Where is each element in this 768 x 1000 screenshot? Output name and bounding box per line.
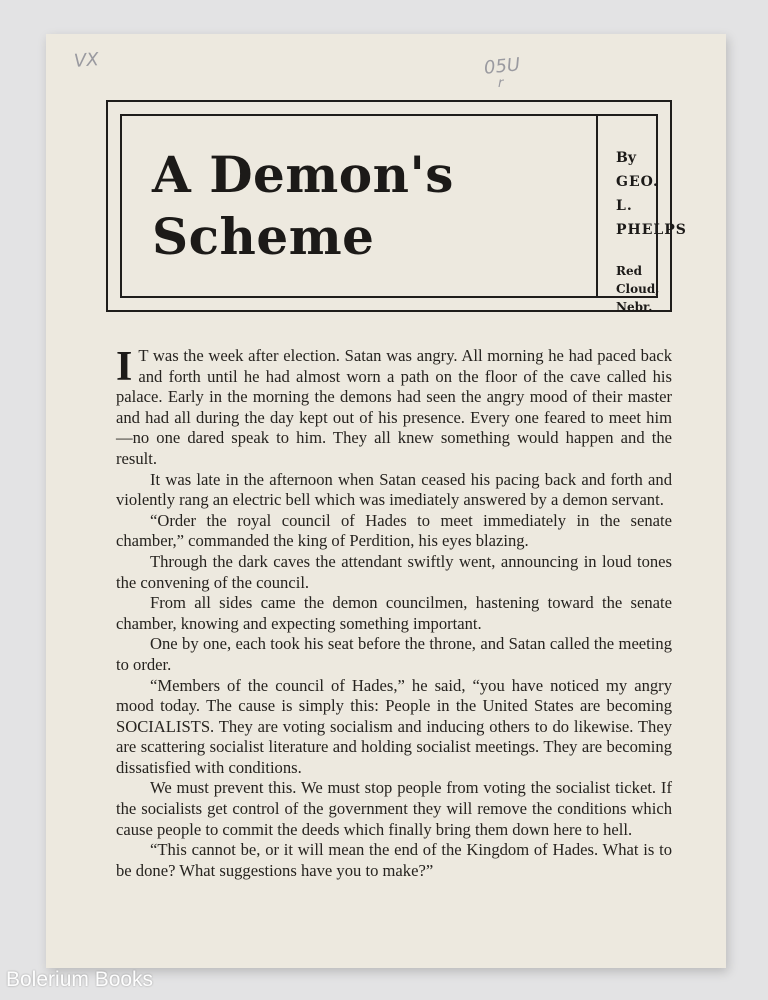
drop-cap: I	[116, 344, 133, 390]
title-line-1: A Demon's	[152, 145, 454, 204]
paragraph-4: Through the dark caves the attendant swiftly went, announcing in loud tones the convening of the council.	[116, 551, 672, 592]
author-name	[616, 170, 687, 242]
paragraph-8: We must prevent this. We must stop people from voting the socialist ticket. If the socialists get control of the government they will remove the conditions which cause people to commit the deeds which finally bring them down here to hell.	[116, 778, 672, 839]
place-line-1: Red Cloud,	[616, 264, 660, 296]
paragraph-6: One by one, each took his seat before the throne, and Satan called the meeting to order.	[116, 634, 672, 674]
pencil-mark-code: 05U	[483, 54, 522, 79]
paragraph-9: “This cannot be, or it will mean the end of the Kingdom of Hades. What is to be done? What suggestions have you to make?”	[116, 840, 672, 880]
story-text	[116, 346, 672, 881]
seller-watermark: Bolerium Books	[6, 968, 154, 991]
author-byline	[616, 146, 687, 316]
place-line-2: Nebr.	[616, 300, 653, 314]
title-frame-divider	[596, 114, 598, 298]
pencil-mark-code-mark: r	[498, 76, 504, 91]
paragraph-5: From all sides came the demon councilmen, hastening toward the senate chamber, knowing and expecting something important.	[116, 593, 672, 633]
title-line-2: Scheme	[152, 207, 375, 266]
pamphlet-title	[152, 144, 572, 268]
paragraph-1	[116, 346, 672, 470]
paragraph-2: It was late in the afternoon when Satan ceased his pacing back and forth and violently rang an electric bell which was imediately answered by a demon servant.	[116, 469, 672, 510]
paragraph-3: “Order the royal council of Hades to meet immediately in the senate chamber,” commanded the king of Perdition, his eyes blazing.	[116, 510, 672, 551]
byline-by: By	[616, 150, 636, 166]
author-place	[616, 262, 687, 316]
pamphlet-page	[46, 34, 726, 968]
author-line-3: PHELPS	[616, 222, 687, 238]
paragraph-1-text: T was the week after election. Satan was angry. All morning he had paced back and forth until he had almost worn a path on the floor of the cave called his palace. Early in the morning the demons had seen the angry mood of their master and had all during the day kept out of his presence. Every one feared to meet him—no one dared speak to him. They all knew something would happen and the result.	[116, 346, 672, 468]
author-line-2: L.	[616, 198, 633, 214]
author-line-1: GEO.	[616, 174, 659, 190]
title-frame	[106, 100, 687, 314]
paragraph-7: “Members of the council of Hades,” he said, “you have noticed my angry mood today. The cause is simply this: People in the United States are becoming SOCIALISTS. They are voting socialism and inducing others to do likewise. They are scattering socialist literature and holding socialist meetings. They are becoming dissatisfied with conditions.	[116, 675, 672, 777]
pencil-mark-corner: VX	[73, 49, 100, 72]
